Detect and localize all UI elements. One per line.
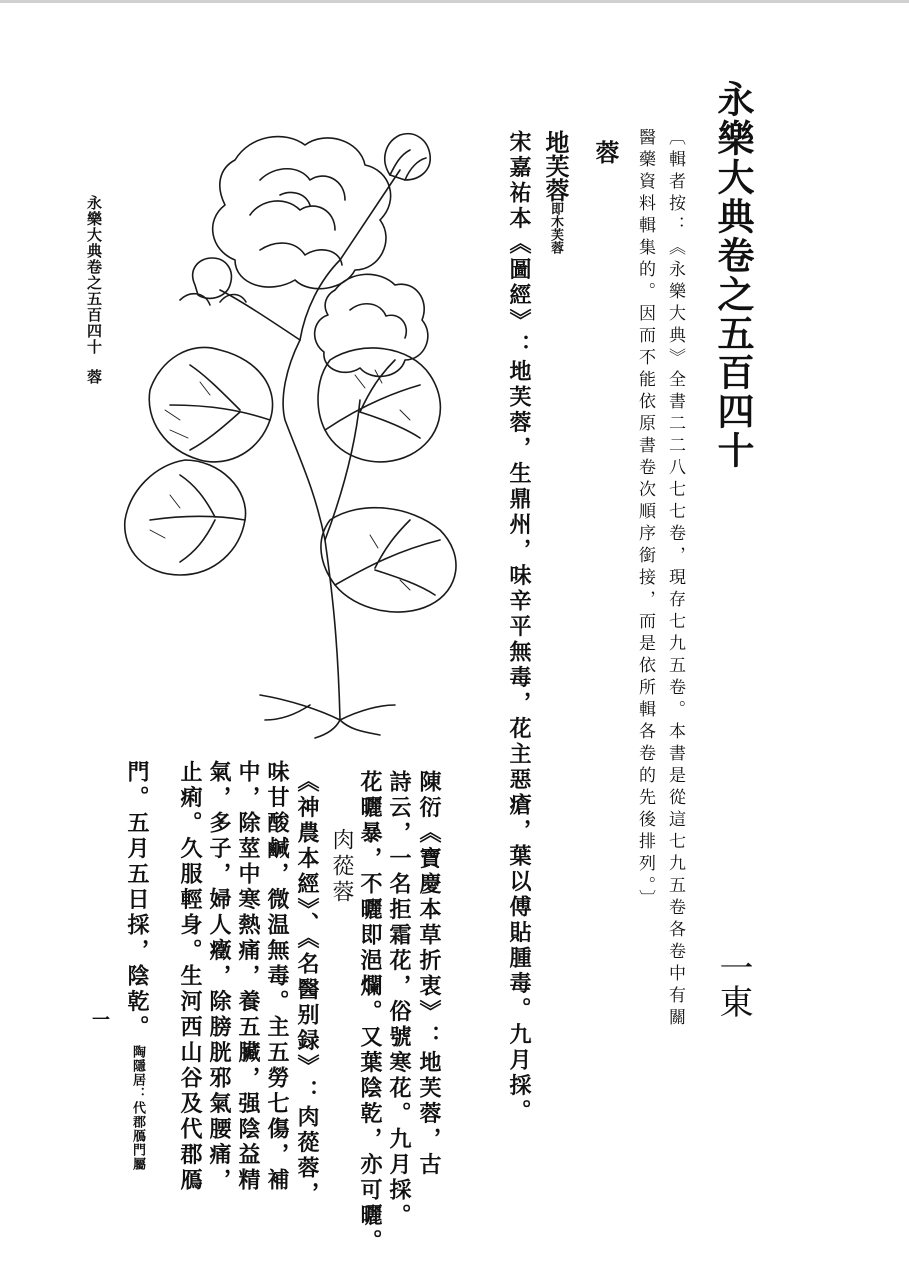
leaf-upper-left bbox=[149, 347, 272, 462]
branch-to-bud bbox=[340, 170, 400, 260]
root-2 bbox=[340, 705, 395, 720]
top-flower-petal-4 bbox=[280, 192, 310, 205]
running-head-title: 永樂大典卷之五百四十 bbox=[85, 195, 103, 355]
leaf-lower-right-veins bbox=[335, 520, 440, 595]
leaf-upper-left-veins bbox=[170, 365, 270, 450]
top-flower-outline bbox=[213, 137, 391, 289]
shennong-line-5: 止痢。久服輕身。生河西山谷及代郡鴈 bbox=[177, 760, 203, 1194]
shennong-line-6 bbox=[126, 760, 148, 1171]
main-stem bbox=[283, 340, 340, 720]
leaf-lower-left-veins bbox=[150, 475, 245, 562]
chen-line-3: 花曬暴，不曬即浥爛。又葉陰乾，亦可曬。 bbox=[357, 770, 383, 1255]
volume-title: 永樂大典卷之五百四十 bbox=[711, 80, 755, 470]
editor-note-line-2: 醫藥資料輯集的。因而不能依原書卷次順序銜接，而是依所輯各卷的先後排列。〕 bbox=[635, 128, 655, 912]
tujing-line: 宋嘉祐本《圖經》：地芙蓉，生鼎州，味辛平無毒，花主惡瘡，葉以傅貼腫毒。九月採。 bbox=[506, 130, 532, 1125]
shennong-line-2: 味甘酸鹹，微温無毒。主五勞七傷，補 bbox=[264, 760, 290, 1194]
chen-line-1: 陳衍《寶慶本草折衷》：地芙蓉，古 bbox=[416, 770, 442, 1178]
right-flower-petal bbox=[350, 304, 406, 338]
entry-heading-main: 地芙蓉 bbox=[541, 130, 570, 202]
leaf-middle-right bbox=[318, 348, 440, 462]
top-flower-petal-2 bbox=[250, 201, 335, 230]
entry-heading bbox=[541, 130, 570, 254]
shennong-line-6-note: 陶隱居：代郡鴈門屬 bbox=[130, 1044, 145, 1171]
running-head bbox=[86, 195, 101, 385]
page-number: 一 bbox=[89, 1010, 110, 1029]
shennong-line-4: 氣，多子，婦人癥，除膀胱邪氣腰痛， bbox=[206, 760, 232, 1194]
scan-edge bbox=[0, 0, 909, 3]
entry-heading-note: 即木芙蓉 bbox=[548, 202, 563, 254]
root-5 bbox=[265, 705, 310, 720]
shennong-line-6-main: 門。五月五日採，陰乾。 bbox=[124, 760, 150, 1041]
rhyme-label: 一東 bbox=[713, 950, 753, 1018]
editor-note-line-1: 〔輯者按：《永樂大典》全書二二八七七卷，現存七九五卷。本書是從這七九五卷各卷中有關 bbox=[665, 128, 685, 1030]
shennong-line-1: 《神農本經》、《名醫别録》：肉蓯蓉， bbox=[294, 770, 320, 1207]
branch-to-top-flower bbox=[300, 260, 340, 340]
top-flower-petal-3 bbox=[260, 243, 342, 265]
hibiscus-plant-illustration bbox=[110, 120, 490, 740]
root-1 bbox=[260, 695, 340, 720]
right-flower-outline bbox=[315, 274, 428, 376]
running-head-char: 蓉 bbox=[85, 369, 103, 385]
left-bud bbox=[193, 258, 232, 298]
chen-line-2: 詩云，一名拒霜花，俗號寒花。九月採。 bbox=[386, 770, 412, 1229]
leaf-lower-right bbox=[321, 508, 456, 612]
shennong-line-3: 中，除莖中寒熱痛，養五臟，强陰益精 bbox=[235, 760, 261, 1194]
branch-to-left-bud bbox=[220, 290, 300, 340]
root-3 bbox=[315, 720, 340, 738]
roucong-heading: 肉蓯蓉 bbox=[329, 828, 354, 906]
root-4 bbox=[340, 720, 380, 735]
rhyme-char-heading: 蓉 bbox=[591, 140, 620, 164]
